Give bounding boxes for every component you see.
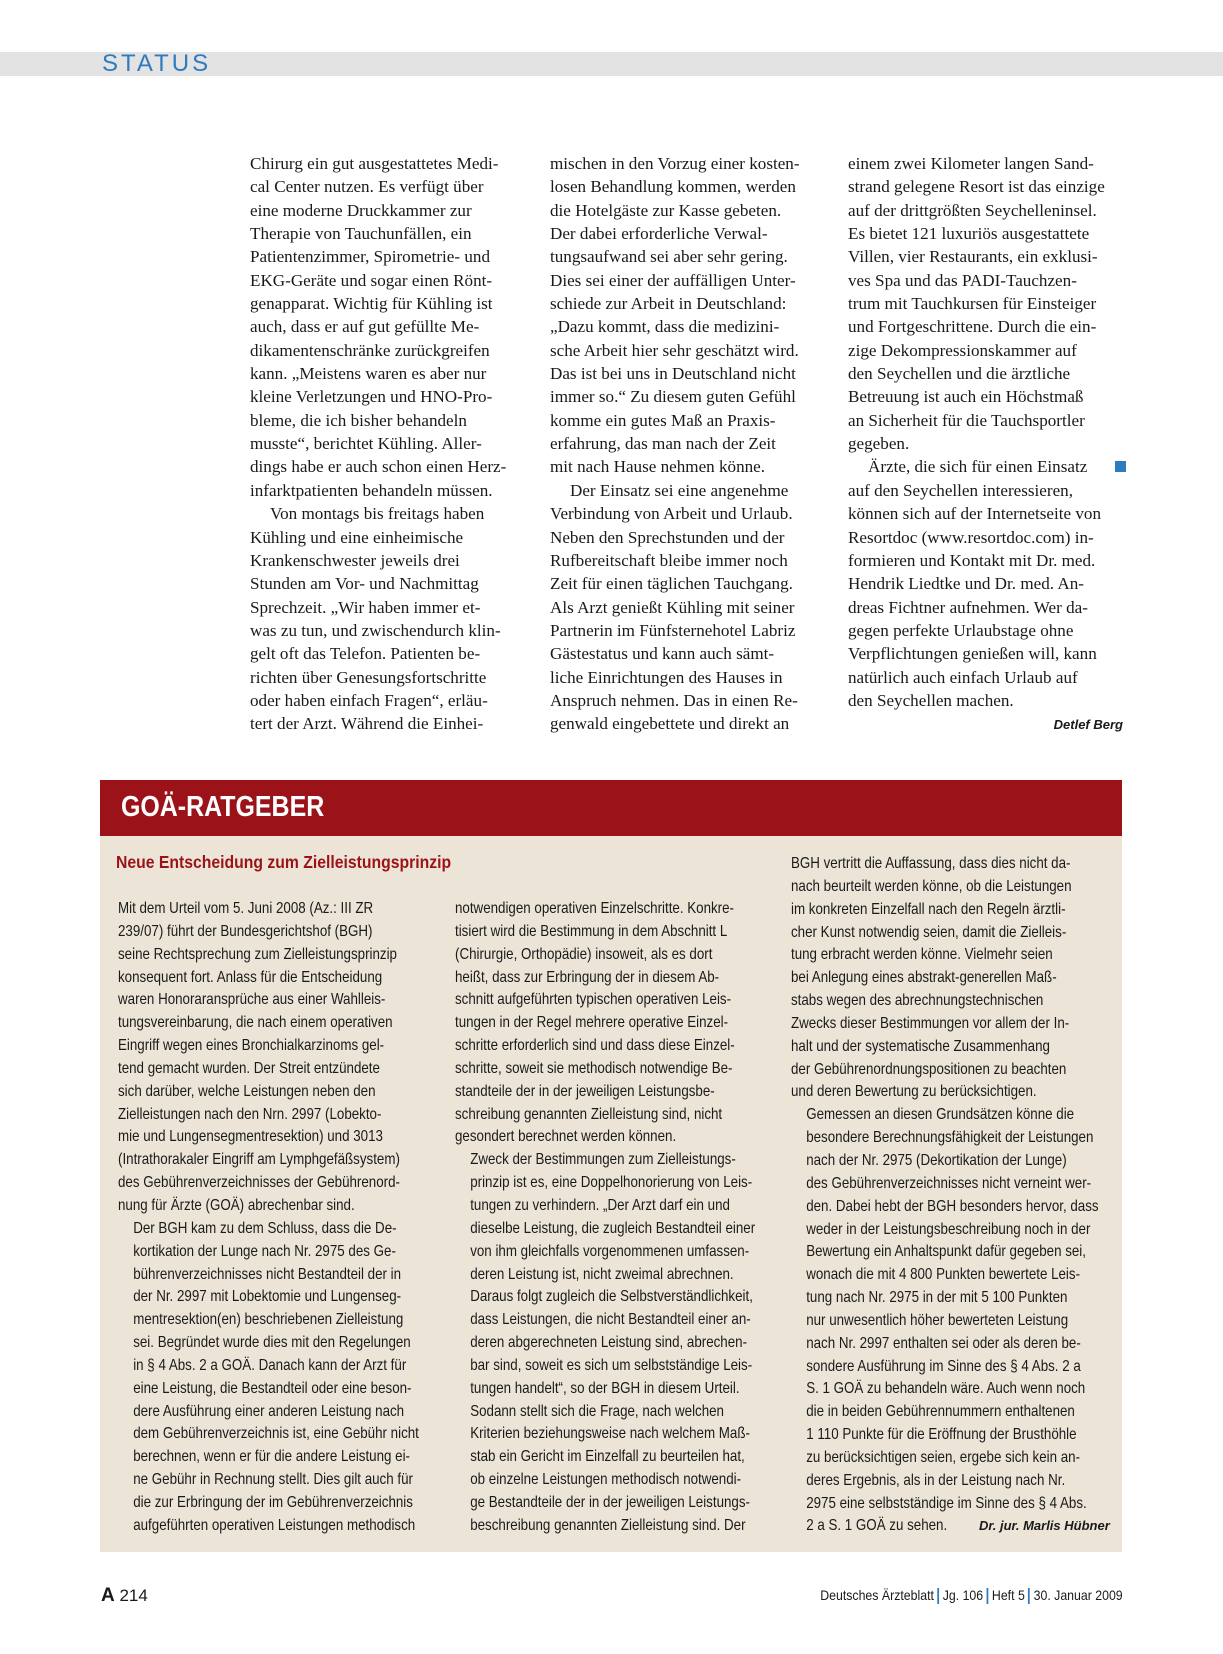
paragraph: einem zwei Kilometer langen Sand- strand gelegene Resort ist das einzige auf der drittgrößten Seychelleninsel. Es bietet 121 luxuriös ausgestattete Villen, vier Restaurants, ein exklusi- ves Spa und das PADI-Tauchzen- trum mit Tauchkursen für Einsteiger und Fortgeschrittene. Durch die ein- zige Dekompressionskammer auf den Seychellen und die ärztliche Betreuung ist auch ein Höchstmaß an Sicherheit für die Tauchsportler gegeben.	[848, 154, 1105, 454]
article-column-1	[250, 152, 528, 736]
paragraph: Chirurg ein gut ausgestattetes Medi- cal Center nutzen. Es verfügt über eine moderne Druckkammer zur Therapie von Tauchunfällen, ein Patientenzimmer, Spirometrie- und EKG-Geräte und sogar einen Rönt- genapparat. Wichtig für Kühling ist auch, dass er auf gut gefüllte Me- dikamentenschränke zurückgreifen kann. „Meistens waren es aber nur kleine Verletzungen und HNO-Pro- bleme, die ich bisher behandeln musste“, berichtet Kühling. Aller- dings habe er auch schon einen Herz- infarktpatienten behandeln müssen.	[250, 154, 507, 500]
goae-title: GOÄ-RATGEBER	[121, 791, 325, 823]
goae-author: Dr. jur. Marlis Hübner	[979, 1518, 1110, 1533]
journal-issue: Heft 5	[992, 1587, 1026, 1603]
paragraph: Sodann stellt sich die Frage, nach welchen Kriterien beziehungsweise nach welchem Maß- stab ein Gericht im Einzelfall zu beurteilen hat, ob einzelne Leistungen methodisch notwendi- ge Bestandteile der in der jeweiligen Leistungs- beschreibung genannten Zielleistung sind. Der	[470, 1402, 750, 1534]
paragraph: Gemessen an diesen Grundsätzen könne die besondere Berechnungsfähigkeit der Leistungen nach der Nr. 2975 (Dekortikation der Lunge) des Gebührenverzeichnisses nicht verneint wer- den. Dabei hebt der BGH besonders hervor, dass weder in der Leistungsbeschreibung noch in der Bewertung ein Anhaltspunkt dafür gegeben sei, wonach die mit 4 800 Punkten bewertete Leis- tung nach Nr. 2975 in der mit 5 100 Punkten nur unwesentlich höher bewerteten Leistung nach Nr. 2997 enthalten sei oder als deren be- sondere Ausführung im Sinne des § 4 Abs. 2 a S. 1 GOÄ zu behandeln wäre. Auch wenn noch die in beiden Gebührennummern enthaltenen 1 110 Punkte für die Eröffnung der Brusthöhle zu berücksichtigen seien, ergebe sich kein an- deres Ergebnis, als in der Leistung nach Nr. 2975 eine selbstständige im Sinne des § 4 Abs. 2 a S. 1 GOÄ zu sehen.	[806, 1106, 1099, 1535]
goae-column-1	[118, 898, 428, 1538]
separator	[938, 1588, 940, 1604]
paragraph-text: Ärzte, die sich für einen Einsatz auf den Seychellen interessieren, können sich auf der Internetseite von Resortdoc (www.resortdoc.com) in- formieren und Kontakt mit Dr. med. Hendrik Liedtke und Dr. med. An- dreas Fichtner aufnehmen. Wer da- gegen perfekte Urlaubstage ohne Verpflichtungen genießen will, kann natürlich auch einfach Urlaub auf den Seychellen machen.	[848, 457, 1101, 710]
section-label: STATUS	[102, 50, 212, 77]
page-prefix: A	[101, 1585, 115, 1606]
goae-column-2	[455, 898, 765, 1538]
goae-header-bar	[100, 780, 1122, 836]
article-column-3	[848, 152, 1126, 712]
paragraph: Von montags bis freitags haben Kühling und eine einheimische Krankenschwester jeweils drei Stunden am Vor- und Nachmittag Sprechzeit. „Wir haben immer et- was zu tun, und zwischendurch klin- gelt oft das Telefon. Patienten be- richten über Genesungsfortschritte oder haben einfach Fragen“, erläu- tert der Arzt. Während die Einhei-	[250, 504, 501, 734]
page-number	[101, 1585, 148, 1607]
journal-date: 30. Januar 2009	[1033, 1587, 1123, 1603]
goae-column-3	[791, 853, 1111, 1538]
paragraph: Der Einsatz sei eine angenehme Verbindung von Arbeit und Urlaub. Neben den Sprechstunden und der Rufbereitschaft bleibe immer noch Zeit für einen täglichen Tauchgang. Als Arzt genießt Kühling mit seiner Partnerin im Fünfsternehotel Labriz Gästestatus und kann auch sämt- liche Einrichtungen des Hauses in Anspruch nehmen. Das in einen Re- genwald eingebettete und direkt an	[550, 480, 798, 734]
paragraph: Mit dem Urteil vom 5. Juni 2008 (Az.: III ZR 239/07) führt der Bundesgerichtshof (BGH) seine Rechtsprechung zum Zielleistungsprinzip konsequent fort. Anlass für die Entscheidung waren Honoraransprüche aus einer Wahlleis- tungsvereinbarung, die nach einem operativen Eingriff wegen eines Bronchialkarzinoms gel- tend gemacht wurden. Der Streit entzündete sich darüber, welche Leistungen neben den Zielleistungen nach den Nrn. 2997 (Lobekto- mie und Lungensegmentresektion) und 3013 (Intrathorakaler Eingriff am Lymphgefäßsystem) des Gebührenverzeichnisses der Gebührenord- nung für Ärzte (GOÄ) abrechenbar sind.	[118, 900, 400, 1214]
paragraph: mischen in den Vorzug einer kosten- losen Behandlung kommen, werden die Hotelgäste zur Kasse gebeten. Der dabei erforderliche Verwal- tungsaufwand sei aber sehr gering. Dies sei einer der auffälligen Unter- schiede zur Arbeit in Deutschland: „Dazu kommt, dass die medizini- sche Arbeit hier sehr geschätzt wird. Das ist bei uns in Deutschland nicht immer so.“ Zu diesem guten Gefühl komme ein gutes Maß an Praxis- erfahrung, das man nach der Zeit mit nach Hause nehmen könne.	[550, 154, 800, 477]
journal-name: Deutsches Ärzteblatt	[820, 1587, 935, 1603]
article-column-2	[550, 152, 828, 736]
article-author: Detlef Berg	[1053, 717, 1123, 732]
journal-volume: Jg. 106	[943, 1587, 984, 1603]
page-number-value: 214	[119, 1586, 148, 1605]
paragraph: notwendigen operativen Einzelschritte. Konkre- tisiert wird die Bestimmung in dem Abschnitt L (Chirurgie, Orthopädie) insoweit, als es dort heißt, dass zur Erbringung der in diesem Ab- schnitt aufgeführten typischen operativen Leis- tungen in der Regel mehrere operative Einzel- schritte erforderlich sind und dass diese Einzel- schritte, soweit sie methodisch notwendige Be- standteile der in der jeweiligen Leistungsbe- schreibung genannten Zielleistung sind, nicht gesondert berechnet werden können.	[455, 900, 735, 1146]
paragraph: Zweck der Bestimmungen zum Zielleistungs- prinzip ist es, eine Doppelhonorierung von Leis- tungen zu verhindern. „Der Arzt darf ein und dieselbe Leistung, die zugleich Bestandteil einer von ihm gleichfalls vorgenommenen umfassen- deren Leistung ist, nicht zweimal abrechnen. Daraus folgt zugleich die Selbstverständlichkeit, dass Leistungen, die nicht Bestandteil einer an- deren abgerechneten Leistung sind, abrechen- bar sind, soweit es sich um selbstständige Leis- tungen handelt“, so der BGH in diesem Urteil.	[470, 1151, 756, 1397]
separator	[987, 1588, 989, 1604]
goae-subtitle: Neue Entscheidung zum Zielleistungsprinzip	[116, 852, 452, 872]
paragraph: Der BGH kam zu dem Schluss, dass die De- kortikation der Lunge nach Nr. 2975 des Ge- bührenverzeichnisses nicht Bestandteil der in der Nr. 2997 mit Lobektomie und Lungenseg- mentresektion(en) beschriebenen Zielleistung sei. Begründet wurde dies mit den Regelungen in § 4 Abs. 2 a GOÄ. Danach kann der Arzt für eine Leistung, die Bestandteil oder eine beson- dere Ausführung einer anderen Leistung nach dem Gebührenverzeichnis ist, eine Gebühr nicht berechnen, wenn er für die andere Leistung ei- ne Gebühr in Rechnung stellt. Dies gilt auch für die zur Erbringung der im Gebührenverzeichnis aufgeführten operativen Leistungen methodisch	[133, 1219, 419, 1534]
paragraph-last	[848, 455, 1126, 712]
journal-info	[821, 1587, 1123, 1604]
paragraph: BGH vertritt die Auffassung, dass dies nicht da- nach beurteilt werden könne, ob die Leistungen im konkreten Einzelfall nach den Regeln ärztli- cher Kunst notwendig seien, damit die Zielleis- tung erbracht werden könne. Vielmehr seien bei Anlegung eines abstrakt-generellen Maß- stabs wegen des abrechnungstechnischen Zwecks dieser Bestimmungen vor allem der In- halt und der systematische Zusammenhang der Gebührenordnungspositionen zu beachten und deren Bewertung zu berücksichtigen.	[791, 855, 1072, 1101]
separator	[1029, 1588, 1031, 1604]
goae-advisor-box	[100, 780, 1122, 1552]
end-mark-icon	[1115, 461, 1126, 472]
